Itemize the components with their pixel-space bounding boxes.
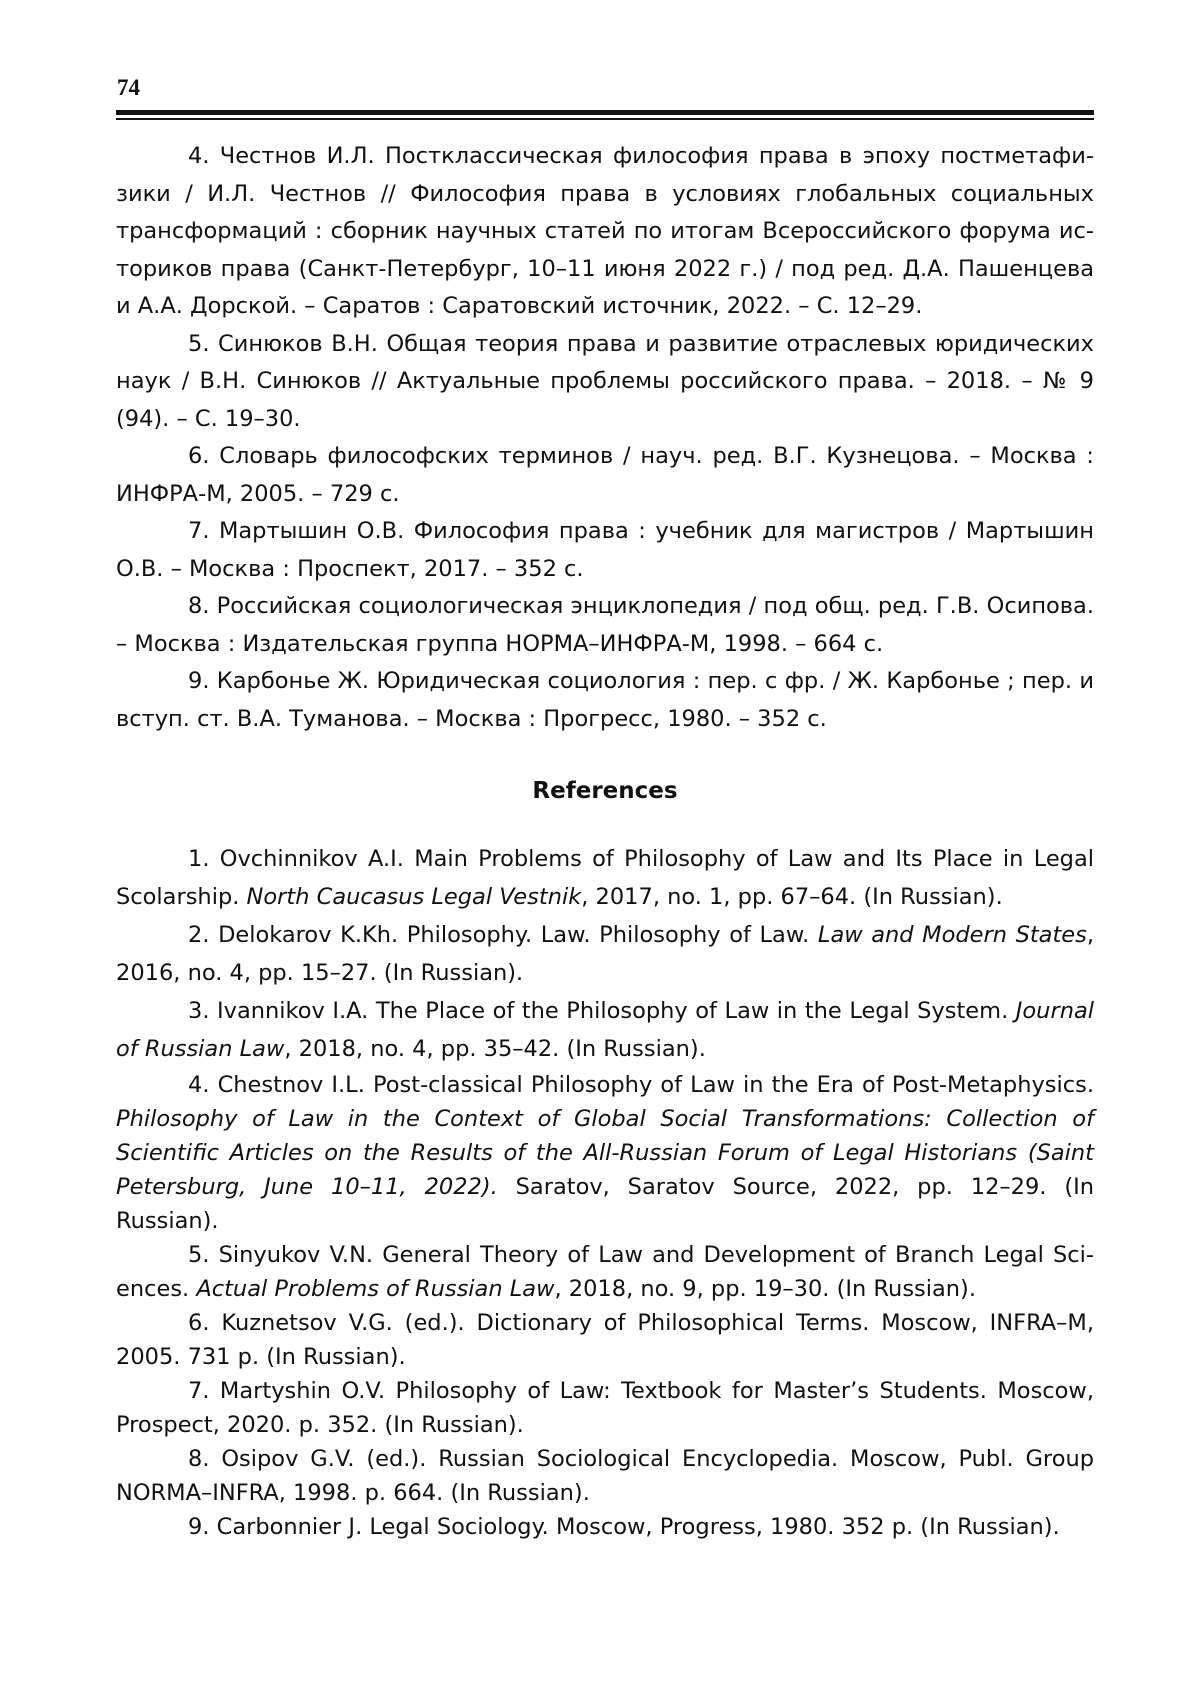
page-content [116,138,1094,1544]
russian-reference-item: 7. Мартышин О.В. Философия права : учебник для магистров / Мартышин О.В. – Москва : Проспект, 2017. – 352 с. [116,518,1094,582]
page-number: 74 [117,75,140,100]
reference-journal-title: Law and Modern States [817,922,1087,948]
russian-reference-item: 4. Честнов И.Л. Постклассическая философия права в эпоху постметафизики / И.Л. Честнов // Философия права в условиях глобальных социальных трансформаций : сборник научных статей по итогам Всероссийского форума историков права (Санкт-Петербург, 10–11 июня 2022 г.) / под ред. Д.А. Пашенцева и А.А. Дорской. – Саратов : Саратовский источник, 2022. – С. 12–29. [116,143,1094,319]
reference-text: 1. Ovchinnikov A.I. Main Problems of Philosophy of Law and Its Place in Legal Scolarship. [116,846,1094,910]
english-reference-item [116,1374,1094,1442]
reference-text: 3. Ivannikov I.A. The Place of the Philosophy of Law in the Legal System. [188,998,1016,1024]
header-rule-thin [116,118,1094,120]
english-reference-item [116,1442,1094,1510]
reference-text: , 2018, no. 9, pp. 19–30. (In Russian). [554,1276,976,1302]
reference-journal-title: Philosophy of Law in the Context of Global Social Transformations: Collection of Scientific Articles on the Results of the All-Russian Forum of Legal Historians (Saint Petersburg, June 10–11, 2022). [116,1106,1094,1200]
reference-text: 7. Martyshin O.V. Philosophy of Law: Textbook for Master’s Students. Moscow, Prospect, 2020. p. 352. (In Russian). [116,1378,1094,1438]
english-reference-item [116,916,1094,992]
reference-journal-title: North Caucasus Legal Vestnik [246,884,582,910]
russian-reference-list [116,138,1094,738]
russian-reference-item: 8. Российская социологическая энциклопедия / под общ. ред. Г.В. Осипова. – Москва : Издательская группа НОРМА–ИНФРА-М, 1998. – 664 с. [116,593,1094,657]
reference-text: 6. Kuznetsov V.G. (ed.). Dictionary of Philosophical Terms. Moscow, INFRA–M, 2005. 731 p. (In Russian). [116,1310,1094,1370]
english-reference-item [116,1068,1094,1238]
reference-text: , 2017, no. 1, pp. 67–64. (In Russian). [581,884,1003,910]
english-reference-item [116,1510,1094,1544]
english-reference-item [116,992,1094,1068]
russian-reference-item: 5. Синюков В.Н. Общая теория права и развитие отраслевых юридических наук / В.Н. Синюков // Актуальные проблемы российского права. – 2018. – № 9 (94). – С. 19–30. [116,330,1094,432]
reference-text: 5. Sinyukov V.N. General Theory of Law and Development of Branch Legal Sciences. [116,1242,1094,1302]
reference-text: 4. Chestnov I.L. Post-classical Philosophy of Law in the Era of Post-Metaphysics. [188,1072,1094,1098]
reference-text: 8. Osipov G.V. (ed.). Russian Sociological Encyclopedia. Moscow, Publ. Group NORMA–INFRA, 1998. p. 664. (In Russian). [116,1446,1094,1506]
reference-text: , 2016, no. 4, pp. 15–27. (In Russian). [116,922,1095,986]
reference-text: 2. Delokarov K.Kh. Philosophy. Law. Philosophy of Law. [188,922,818,948]
reference-journal-title: Actual Problems of Russian Law [196,1276,555,1302]
russian-reference-item: 9. Карбонье Ж. Юридическая социология : пер. с фр. / Ж. Карбонье ; пер. и вступ. ст. В.А. Туманова. – Москва : Прогресс, 1980. – 352 с. [116,668,1094,732]
reference-text: Saratov, Saratov Source, 2022, pp. 12–29. (In Russian). [116,1174,1094,1234]
english-reference-item [116,1238,1094,1306]
reference-text: , 2018, no. 4, pp. 35–42. (In Russian). [284,1036,706,1062]
header-rule-thick [116,110,1094,115]
reference-journal-title: Journal of Russian Law [116,998,1094,1062]
english-reference-item [116,1306,1094,1374]
english-reference-item [116,840,1094,916]
english-reference-list [116,840,1094,1544]
references-heading: References [532,778,678,804]
reference-text: 9. Carbonnier J. Legal Sociology. Moscow, Progress, 1980. 352 p. (In Russian). [188,1514,1060,1540]
russian-reference-item: 6. Словарь философских терминов / науч. ред. В.Г. Кузнецова. – Москва : ИНФРА-М, 2005. – 729 с. [116,443,1094,507]
